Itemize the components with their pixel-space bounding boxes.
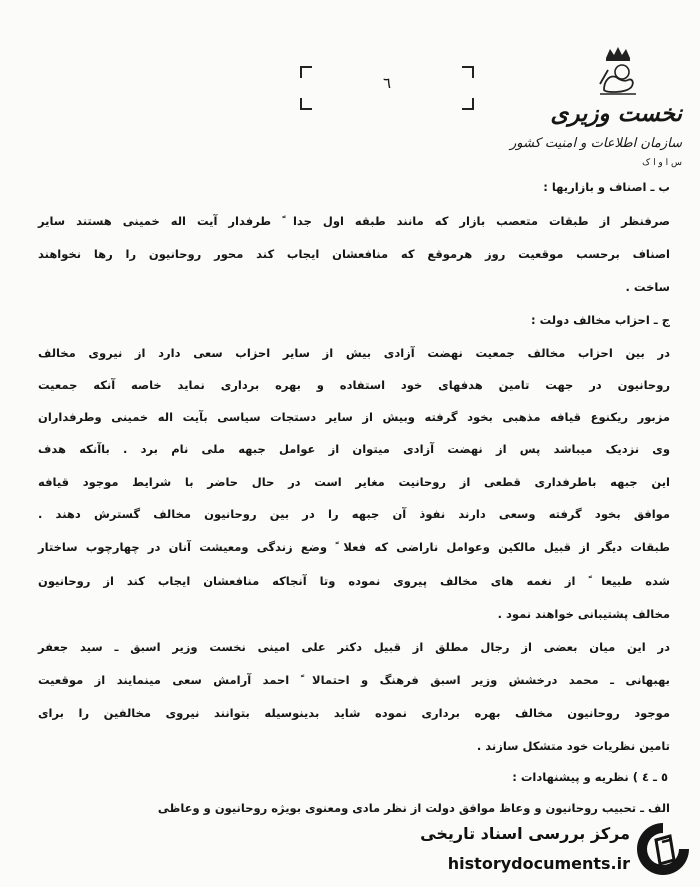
section-heading: ٥ ـ ٤ ) نظریه و پیشنهادات : — [512, 770, 668, 784]
text-line: الف ـ تحبیب روحانیون و وعاظ موافق دولت از نظر مادی ومعنوی بویژه روحانیون و وعاظی — [157, 801, 670, 815]
text-line: شده طبیعا ً از نغمه های مخالف پیروی نموده وتا آنجاکه منافعشان ایجاب کند از روحانیون — [38, 574, 670, 588]
watermark-title: مرکز بررسی اسناد تاریخی — [420, 824, 630, 843]
text-line: مزبور ریکنوع قیافه مذهبی بخود گرفته وبیش از سایر دستجات سیاسی بآیت اله خمینی وطرفداران — [38, 410, 670, 424]
watermark-url: historydocuments.ir — [447, 854, 630, 873]
organization-heading: سازمان اطلاعات و امنیت کشور — [509, 136, 682, 151]
section-heading: ب ـ اصناف و بازاریها : — [543, 180, 670, 194]
archive-watermark — [412, 820, 694, 882]
text-line: روحانیون در جهت تامین هدفهای خود استفاده و بهره برداری نماید خاصه آنکه جمعیت — [38, 378, 670, 392]
page-number-box — [300, 66, 474, 110]
text-line: موجود روحانیون مخالف بهره برداری نموده شاید بدینوسیله بتوانند نیروی مخالفین را برای — [38, 706, 670, 720]
text-line: صرفنظر از طبقات متعصب بازار که مانند طبقه اول جدا ً طرفدار آیت اله خمینی هستند سایر — [38, 214, 670, 228]
text-line: تامین نظریات خود متشکل سازند . — [476, 739, 670, 753]
text-line: در این میان بعضی از رجال مطلق از قبیل دکتر علی امینی نخست وزیر اسبق ـ سید جعفر — [38, 640, 670, 654]
ministry-heading: نخست وزیری — [550, 100, 682, 127]
text-line: این جبهه باطرفداری قطعی از روحانیت مغایر است در حال حاضر با شرایط موجود قیافه — [38, 475, 670, 489]
text-line: طبقات دیگر از قبیل مالکین وعوامل ناراضی که فعلا ً وضع زندگی ومعیشت آنان در چهارچوب ساختار — [38, 540, 670, 554]
text-line: موافق بخود گرفته وسعی دارند نفوذ آن جبهه را در بین روحانیون مخالف گسترش دهند . — [38, 507, 670, 521]
text-line: اصناف برحسب موقعیت روز هرموقع که منافعشان ایجاب کند محور روحانیون را رها نخواهند — [38, 247, 670, 261]
text-line: ساخت . — [625, 280, 670, 294]
text-line: وی نزدیک میباشد پس از نهضت آزادی میتوان از عوامل جبهه ملی نام برد . باآنکه هدف — [38, 442, 670, 456]
section-heading: ج ـ احزاب مخالف دولت : — [531, 313, 670, 327]
text-line: مخالف پشتیبانی خواهند نمود . — [497, 607, 670, 621]
archive-logo-icon — [634, 820, 692, 878]
organization-code: س ا و ا ک — [642, 158, 682, 168]
text-line: بهبهانی ـ محمد درخشش وزیر اسبق فرهنگ و احتمالا ً احمد آرامش سعی مینمایند از موقعیت — [38, 673, 670, 687]
text-line: در بین احزاب مخالف جمعیت نهضت آزادی بیش از سایر احزاب سعی دارد از نیروی مخالف — [38, 346, 670, 360]
lion-and-sun-emblem-icon — [596, 44, 640, 98]
page-number: ٦ — [382, 74, 392, 92]
